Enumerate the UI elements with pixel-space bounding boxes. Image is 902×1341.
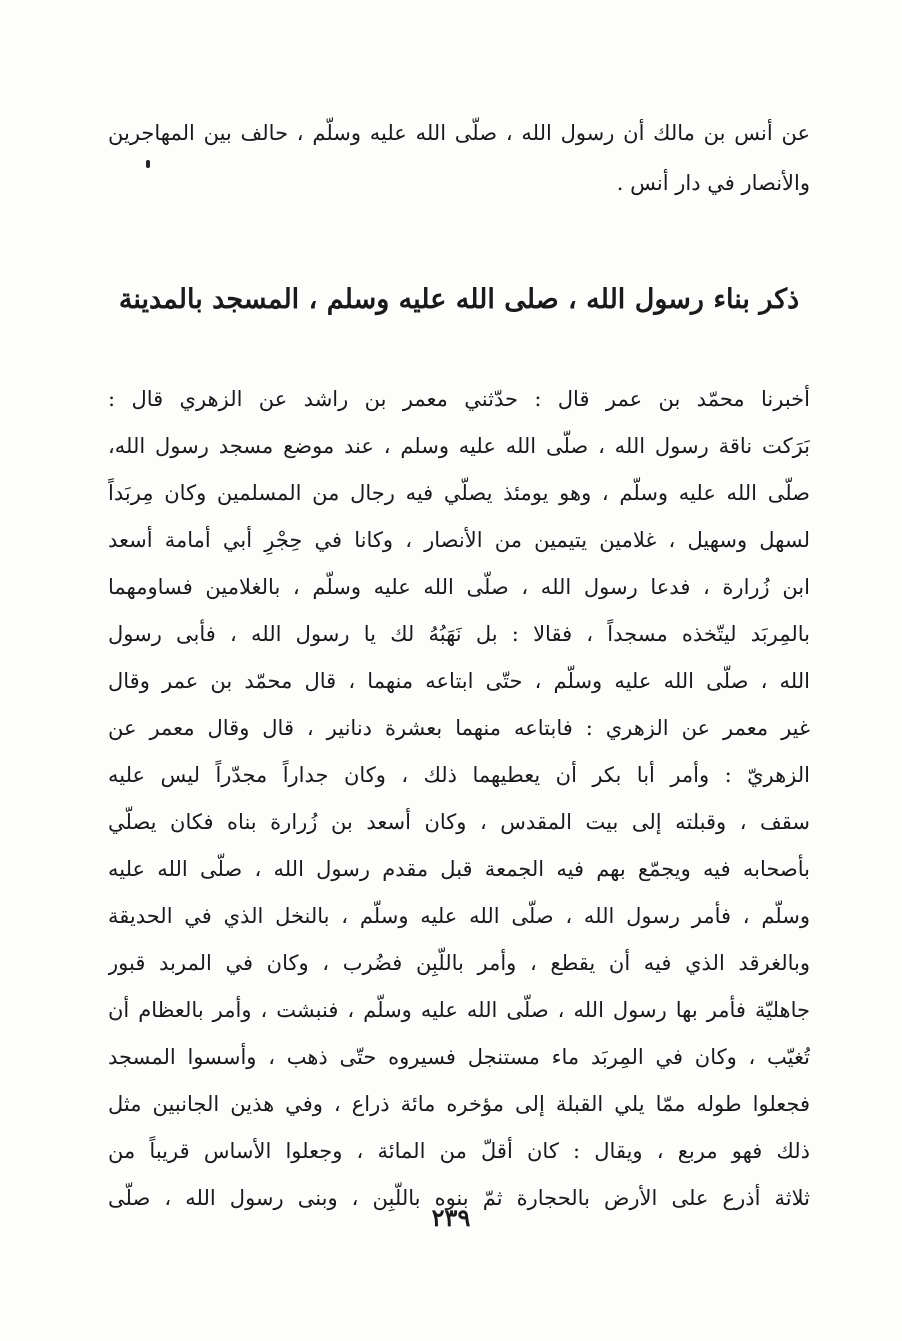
- body-line: الزهريّ : وأمر أبا بكر أن يعطيهما ذلك ، وكان جداراً مجدّراً ليس عليه: [108, 763, 810, 787]
- body-line: فجعلوا طوله ممّا يلي القبلة إلى مؤخره مائة ذراع ، وفي هذين الجانبين مثل: [108, 1092, 810, 1116]
- ink-speck: [146, 160, 150, 168]
- body-line: سقف ، وقبلته إلى بيت المقدس ، وكان أسعد بن زُرارة بناه فكان يصلّي: [108, 810, 810, 834]
- body-line: لسهل وسهيل ، غلامين يتيمين من الأنصار ، وكانا في حِجْرِ أبي أمامة أسعد: [108, 528, 810, 552]
- body-line: وبالغرقد الذي فيه أن يقطع ، وأمر باللّبِن فضُرب ، وكان في المربد قبور: [108, 951, 810, 975]
- body-line: تُغيّب ، وكان في المِربَد ماء مستنجل فسيروه حتّى ذهب ، وأسسوا المسجد: [108, 1045, 810, 1069]
- body-line: بالمِربَد ليتّخذه مسجداً ، فقالا : بل نَهَبُهُ لك يا رسول الله ، فأبى رسول: [108, 622, 810, 646]
- body-line: بأصحابه فيه ويجمّع بهم فيه الجمعة قبل مقدم رسول الله ، صلّى الله عليه: [108, 857, 810, 881]
- body-line: صلّى الله عليه وسلّم ، وهو يومئذ يصلّي فيه رجال من المسلمين وكان مِربَداً: [108, 481, 810, 505]
- section-heading: ذكر بناء رسول الله ، صلى الله عليه وسلم ، المسجد بالمدينة: [118, 284, 800, 315]
- body-line: غير معمر عن الزهري : فابتاعه منهما بعشرة دنانير ، قال وقال معمر عن: [108, 716, 810, 740]
- body-line: بَرَكت ناقة رسول الله ، صلّى الله عليه وسلم ، عند موضع مسجد رسول الله،: [108, 434, 810, 458]
- body-line: أخبرنا محمّد بن عمر قال : حدّثني معمر بن راشد عن الزهري قال :: [108, 387, 810, 411]
- intro-line: والأنصار في دار أنس .: [616, 171, 810, 195]
- body-line: وسلّم ، فأمر رسول الله ، صلّى الله عليه وسلّم ، بالنخل الذي في الحديقة: [108, 904, 810, 928]
- intro-line: عن أنس بن مالك أن رسول الله ، صلّى الله عليه وسلّم ، حالف بين المهاجرين: [108, 121, 810, 145]
- page-number: ٢٣٩: [431, 1203, 471, 1232]
- body-line: ابن زُرارة ، فدعا رسول الله ، صلّى الله عليه وسلّم ، بالغلامين فساومهما: [108, 575, 810, 599]
- intro-paragraph: [108, 108, 810, 208]
- body-line: ذلك فهو مربع ، ويقال : كان أقلّ من المائة ، وجعلوا الأساس قريباً من: [108, 1139, 810, 1163]
- body-line: ثلاثة أذرع على الأرض بالحجارة ثمّ بنوه باللّبِن ، وبنى رسول الله ، صلّى: [108, 1186, 810, 1210]
- body-line: جاهليّة فأمر بها رسول الله ، صلّى الله عليه وسلّم ، فنبشت ، وأمر بالعظام أن: [108, 998, 810, 1022]
- body-line: الله ، صلّى الله عليه وسلّم ، حتّى ابتاعه منهما ، قال محمّد بن عمر وقال: [108, 669, 810, 693]
- body-paragraph: [108, 376, 810, 1222]
